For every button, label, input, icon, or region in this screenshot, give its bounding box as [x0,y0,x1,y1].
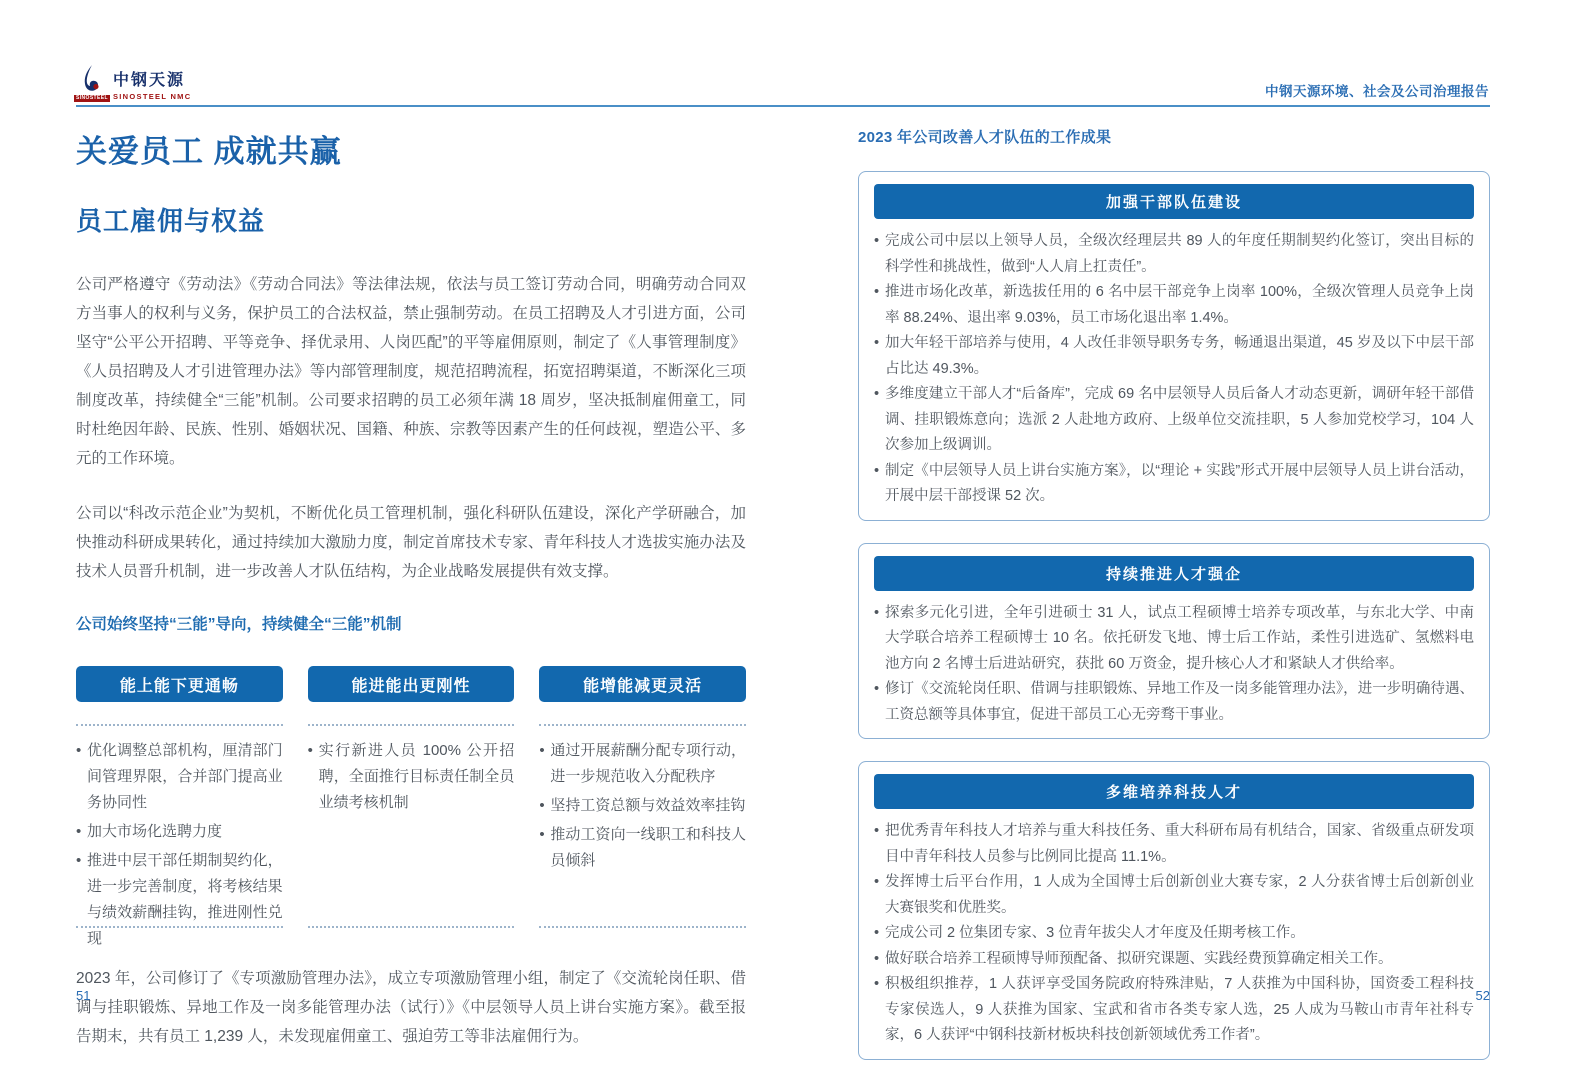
dotted-divider [539,926,746,928]
achievement-bullet-item: • 推进市场化改革，新选拔任用的 6 名中层干部竞争上岗率 100%，全级次管理人员竞争上岗率 88.24%、退出率 9.03%，员工市场化退出率 1.4%。 [874,280,1474,331]
achievement-bullet-item: • 制定《中层领导人员上讲台实施方案》，以“理论 + 实践”形式开展中层领导人员上讲台活动，开展中层干部授课 52 次。 [874,459,1474,510]
achievement-bullet-item: • 修订《交流轮岗任职、借调与挂职锻炼、异地工作及一岗多能管理办法》，进一步明确待遇、工资总额等具体事宜，促进干部员工心无旁骛干事业。 [874,677,1474,728]
achievement-bullet-list [872,819,1476,1049]
page-main-title: 关爱员工 成就共赢 [76,134,342,169]
achievement-box [858,761,1490,1060]
mechanism-header-button: 能上能下更通畅 [76,666,283,702]
achievement-boxes [858,171,1490,1060]
mechanism-column [539,666,746,928]
employment-paragraph-1: 公司严格遵守《劳动法》《劳动合同法》等法律法规，依法与员工签订劳动合同，明确劳动合同双方当事人的权利与义务，保护员工的合法权益，禁止强制劳动。在员工招聘及人才引进方面，公司坚守“公平公开招聘、平等竞争、择优录用、人岗匹配”的平等雇佣原则，制定了《人事管理制度》《人员招聘及人才引进管理办法》等内部管理制度，规范招聘流程，拓宽招聘渠道，不断深化三项制度改革，持续健全“三能”机制。公司要求招聘的员工必须年满 18 周岁，坚决抵制雇佣童工，同时杜绝因年龄、民族、性别、婚姻状况、国籍、种族、宗教等因素产生的任何歧视，塑造公平、多元的工作环境。 [76,276,746,467]
report-header-title: 中钢天源环境、社会及公司治理报告 [1265,84,1489,99]
right-page-column [858,126,1490,1082]
mechanism-bullet-item: • 优化调整总部机构，厘清部门间管理界限，合并部门提高业务协同性 [76,738,283,816]
three-abilities-lead: 公司始终坚持“三能”导向，持续健全“三能”机制 [76,616,402,633]
three-mechanism-columns [76,666,747,947]
logo-chinese-name: 中钢天源 [113,72,186,89]
achievements-title: 2023 年公司改善人才队伍的工作成果 [858,129,1112,146]
mechanism-bullet-item: • 通过开展薪酬分配专项行动，进一步规范收入分配秩序 [539,738,746,790]
logo-english-name: SINOSTEEL NMC [113,92,192,101]
dotted-divider [308,926,515,928]
sinosteel-logo-icon [76,64,106,102]
mechanism-bullet-item: • 推进中层干部任期制契约化，进一步完善制度，将考核结果与绩效薪酬挂钩，推进刚性兑现 [76,848,283,952]
mechanism-column [76,666,283,947]
dotted-divider [539,724,746,726]
achievement-box [858,171,1490,521]
mechanism-header-button: 能增能减更灵活 [539,666,746,702]
dotted-divider [76,724,283,726]
header-divider [76,105,1490,107]
mechanism-bullet-item: • 推动工资向一线职工和科技人员倾斜 [539,822,746,874]
achievement-bullet-item: • 多维度建立干部人才“后备库”，完成 69 名中层领导人员后备人才动态更新，调研年轻干部借调、挂职锻炼意向；选派 2 人赴地方政府、上级单位交流挂职，5 人参加党校学习，104 人次参加上级调训。 [874,382,1474,459]
achievement-bullet-list [872,601,1476,729]
achievement-bullet-item: • 加大年轻干部培养与使用，4 人改任非领导职务专务，畅通退出渠道，45 岁及以下中层干部占比达 49.3%。 [874,331,1474,382]
mechanism-bullet-list [308,738,515,920]
logo-swoosh-icon [76,64,106,96]
section-title: 员工雇佣与权益 [76,206,266,236]
achievement-bullet-item: • 完成公司 2 位集团专家、3 位青年拔尖人才年度及任期考核工作。 [874,921,1474,947]
mechanism-bullet-item: • 加大市场化选聘力度 [76,819,283,845]
logo-text-block [113,67,191,101]
dotted-divider [308,724,515,726]
employment-paragraph-2: 公司以“科改示范企业”为契机，不断优化员工管理机制，强化科研队伍建设，深化产学研融合，加快推动科研成果转化，通过持续加大激励力度，制定首席技术专家、青年科技人才选拔实施办法及技术人员晋升机制，进一步改善人才队伍结构，为企业战略发展提供有效支撑。 [76,505,746,580]
achievement-bullet-item: • 积极组织推荐，1 人获评享受国务院政府特殊津贴，7 人获推为中国科协，国资委工程科技专家侯选人，9 人获推为国家、宝武和省市各类专家人选，25 人成为马鞍山市青年社科专家，6 人获评“中钢科技新材板块科技创新领域优秀工作者”。 [874,972,1474,1049]
achievement-bullet-item: • 发挥博士后平台作用，1 人成为全国博士后创新创业大赛专家，2 人分获省博士后创新创业大赛银奖和优胜奖。 [874,870,1474,921]
achievement-bullet-item: • 做好联合培养工程硕博导师预配备、拟研究课题、实践经费预算确定相关工作。 [874,947,1474,973]
mechanism-bullet-item: • 实行新进人员 100% 公开招聘，全面推行目标责任制全员业绩考核机制 [308,738,515,816]
mechanism-column [308,666,515,928]
achievement-bullet-list [872,229,1476,510]
achievement-box-header: 加强干部队伍建设 [874,184,1474,219]
mechanism-bullet-list [76,738,283,947]
achievement-box [858,543,1490,740]
closing-paragraph: 2023 年，公司修订了《专项激励管理办法》，成立专项激励管理小组，制定了《交流轮岗任职、借调与挂职锻炼、异地工作及一岗多能管理办法（试行）》《中层领导人员上讲台实施方案》。截至报告期末，共有员工 1,239 人，未发现雇佣童工、强迫劳工等非法雇佣行为。 [76,970,746,1045]
achievement-bullet-item: • 完成公司中层以上领导人员，全级次经理层共 89 人的年度任期制契约化签订，突出目标的科学性和挑战性，做到“人人肩上扛责任”。 [874,229,1474,280]
achievement-box-header: 持续推进人才强企 [874,556,1474,591]
mechanism-bullet-item: • 坚持工资总额与效益效率挂钩 [539,793,746,819]
achievement-bullet-item: • 探索多元化引进，全年引进硕士 31 人，试点工程硕博士培养专项改革，与东北大学、中南大学联合培养工程硕博士 10 名。依托研发飞地、博士后工作站，柔性引进选矿、氢燃料电池方向 2 名博士后进站研究，获批 60 万资金，提升核心人才和紧缺人才供给率。 [874,601,1474,678]
page-number-left: 51 [76,988,91,1003]
achievement-bullet-item: • 把优秀青年科技人才培养与重大科技任务、重大科研布局有机结合，国家、省级重点研发项目中青年科技人员参与比例同比提高 11.1%。 [874,819,1474,870]
mechanism-bullet-list [539,738,746,920]
company-logo [76,64,191,102]
left-page-column [76,126,746,1077]
achievement-box-header: 多维培养科技人才 [874,774,1474,809]
page-number-right: 52 [1475,988,1490,1003]
logo-badge-text: SINOSTEEL [76,95,108,101]
mechanism-header-button: 能进能出更刚性 [308,666,515,702]
